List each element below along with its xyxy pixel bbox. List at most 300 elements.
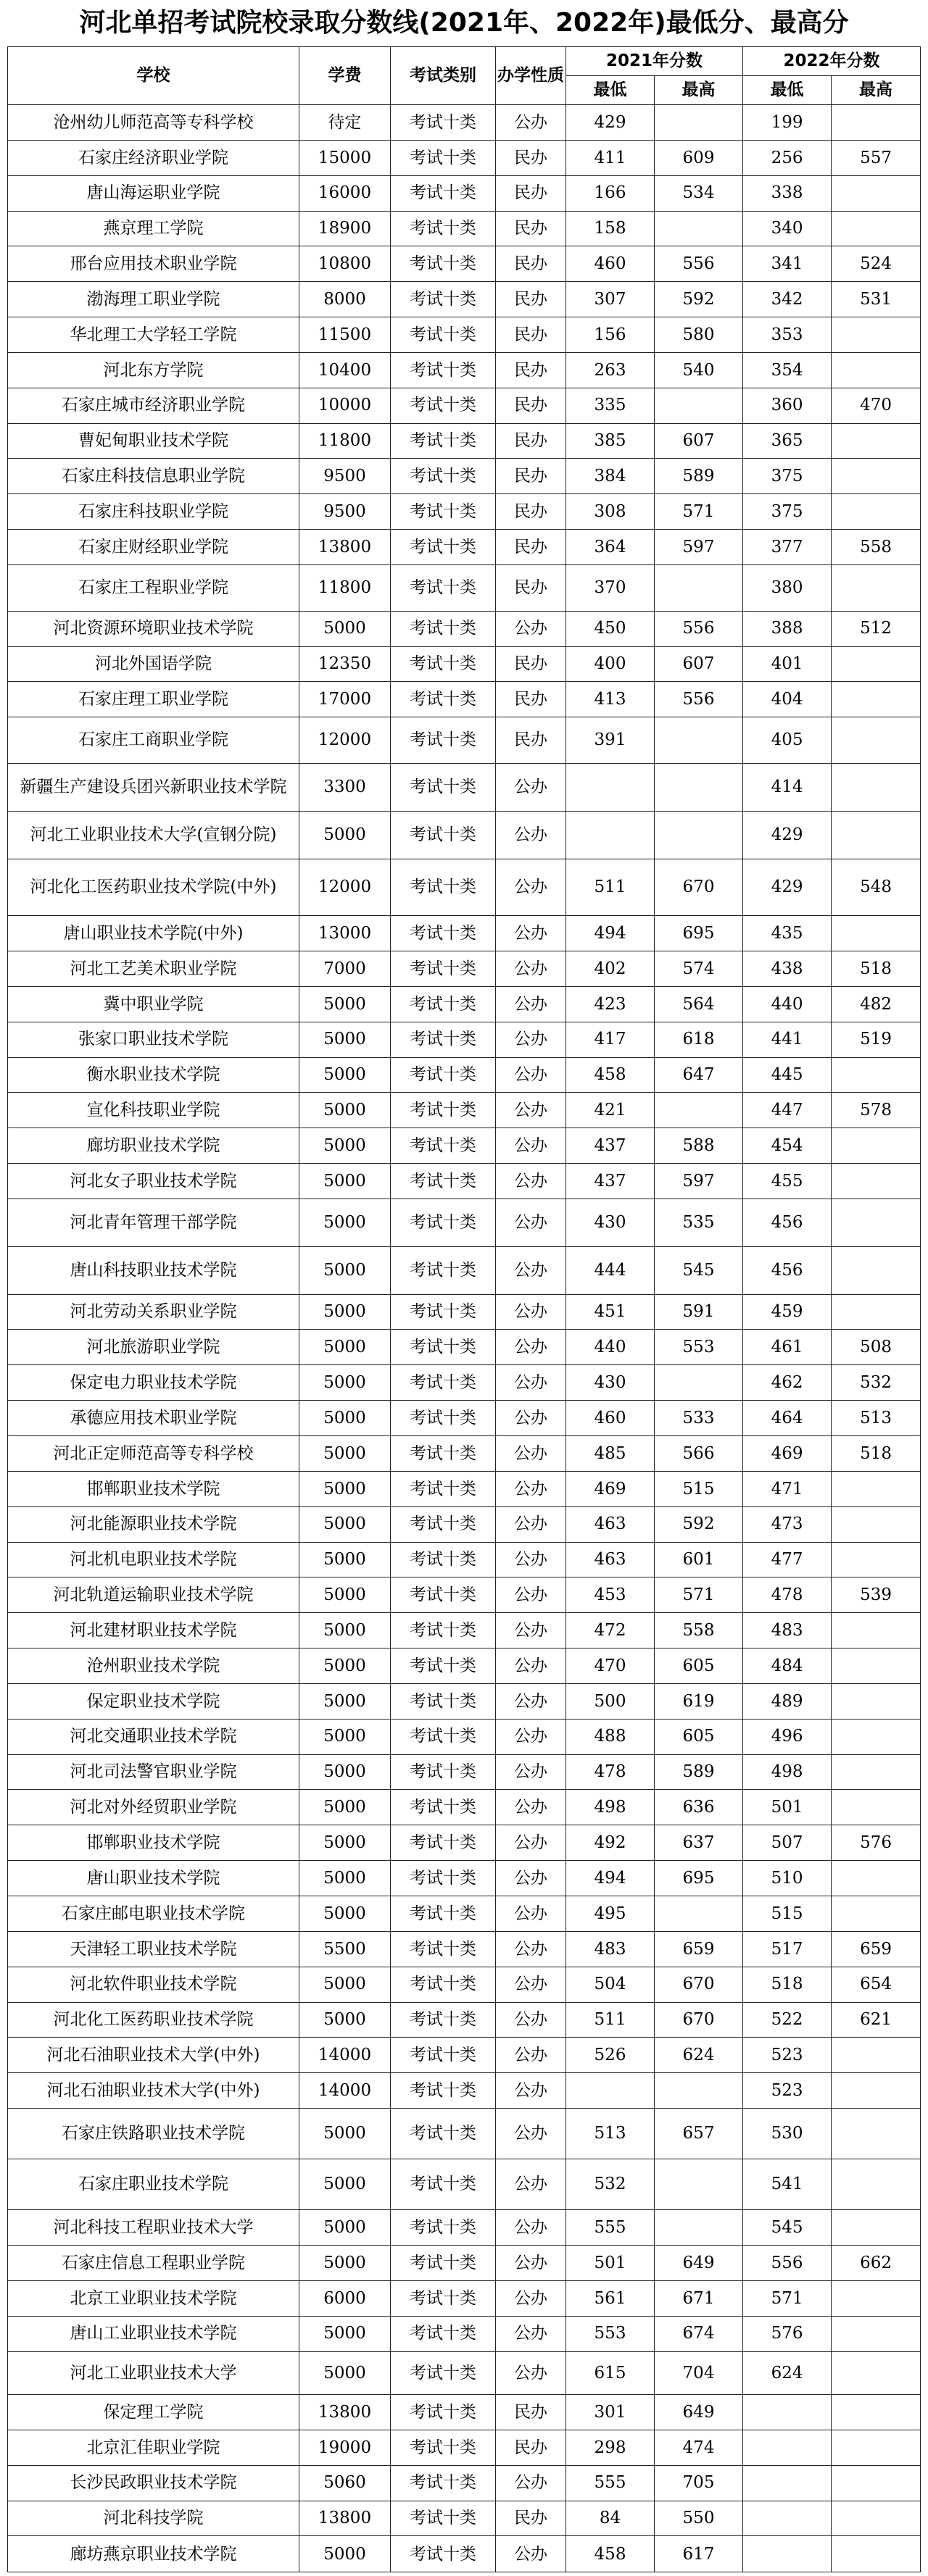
- fee-cell: 5000: [299, 1896, 391, 1931]
- nature-cell: 公办: [496, 2109, 566, 2159]
- school-name-cell: 石家庄邮电职业技术学院: [8, 1896, 299, 1931]
- min-2022-cell: 507: [743, 1825, 832, 1861]
- max-2021-cell: [655, 1093, 743, 1128]
- school-name-cell: 石家庄科技职业学院: [8, 494, 299, 530]
- fee-cell: 5000: [299, 1365, 391, 1401]
- fee-cell: 5500: [299, 1931, 391, 1967]
- max-2021-cell: [655, 2210, 743, 2246]
- exam-type-cell: 考试十类: [391, 211, 496, 246]
- nature-cell: 公办: [496, 2465, 566, 2501]
- max-2021-cell: 589: [655, 1754, 743, 1790]
- max-2021-cell: 674: [655, 2316, 743, 2351]
- table-row: [8, 682, 921, 717]
- max-2021-cell: 558: [655, 1613, 743, 1648]
- fee-cell: 7000: [299, 951, 391, 987]
- table-row: [8, 1164, 921, 1199]
- fee-cell: 5000: [299, 1199, 391, 1246]
- fee-cell: 5000: [299, 2210, 391, 2246]
- min-2022-cell: 441: [743, 1022, 832, 1057]
- fee-cell: 10800: [299, 246, 391, 282]
- fee-cell: 16000: [299, 175, 391, 211]
- max-2022-cell: [832, 717, 921, 764]
- max-2022-cell: 531: [832, 282, 921, 317]
- min-2021-cell: 430: [566, 1199, 655, 1246]
- min-2022-cell: 517: [743, 1931, 832, 1967]
- table-row: [8, 2038, 921, 2073]
- min-2021-cell: 444: [566, 1246, 655, 1294]
- school-name-cell: 河北化工医药职业技术学院(中外): [8, 859, 299, 916]
- fee-cell: 5000: [299, 1861, 391, 1896]
- nature-cell: 民办: [496, 211, 566, 246]
- table-row: [8, 459, 921, 494]
- max-2021-cell: [655, 564, 743, 611]
- min-2021-cell: 494: [566, 1861, 655, 1896]
- fee-cell: 5000: [299, 1128, 391, 1164]
- fee-cell: 5000: [299, 2246, 391, 2281]
- min-2022-cell: 477: [743, 1542, 832, 1577]
- exam-type-cell: 考试十类: [391, 1093, 496, 1128]
- school-name-cell: 保定电力职业技术学院: [8, 1365, 299, 1401]
- exam-type-cell: 考试十类: [391, 2280, 496, 2316]
- table-row: [8, 763, 921, 811]
- max-2022-cell: 558: [832, 530, 921, 565]
- school-name-cell: 廊坊职业技术学院: [8, 1128, 299, 1164]
- max-2022-cell: 659: [832, 1931, 921, 1967]
- exam-type-cell: 考试十类: [391, 423, 496, 459]
- fee-cell: 10400: [299, 352, 391, 388]
- max-2022-cell: 508: [832, 1330, 921, 1365]
- max-2021-cell: 515: [655, 1471, 743, 1506]
- table-row: [8, 2159, 921, 2210]
- max-2022-cell: 470: [832, 388, 921, 423]
- table-row: [8, 1613, 921, 1648]
- school-name-cell: 沧州职业技术学院: [8, 1648, 299, 1684]
- fee-cell: 5000: [299, 986, 391, 1022]
- min-2021-cell: 423: [566, 986, 655, 1022]
- nature-cell: 公办: [496, 611, 566, 646]
- table-row: [8, 1057, 921, 1093]
- max-2021-cell: 649: [655, 2395, 743, 2430]
- table-row: [8, 2465, 921, 2501]
- exam-type-cell: 考试十类: [391, 1648, 496, 1684]
- exam-type-cell: 考试十类: [391, 2159, 496, 2210]
- exam-type-cell: 考试十类: [391, 2465, 496, 2501]
- min-2021-cell: 532: [566, 2159, 655, 2210]
- school-name-cell: 河北建材职业技术学院: [8, 1613, 299, 1648]
- fee-cell: 5000: [299, 1093, 391, 1128]
- exam-type-cell: 考试十类: [391, 1825, 496, 1861]
- table-row: [8, 1506, 921, 1542]
- max-2021-cell: 591: [655, 1294, 743, 1330]
- nature-cell: 民办: [496, 2430, 566, 2465]
- nature-cell: 公办: [496, 2536, 566, 2572]
- max-2022-cell: 513: [832, 1401, 921, 1436]
- max-2022-cell: [832, 682, 921, 717]
- table-row: [8, 388, 921, 423]
- min-2021-cell: 472: [566, 1613, 655, 1648]
- nature-cell: 公办: [496, 1022, 566, 1057]
- max-2021-cell: [655, 1365, 743, 1401]
- nature-cell: 民办: [496, 2501, 566, 2536]
- min-2021-cell: 298: [566, 2430, 655, 2465]
- nature-cell: 民办: [496, 530, 566, 565]
- table-row: [8, 2002, 921, 2038]
- nature-cell: 民办: [496, 317, 566, 353]
- header-2022-max: 最高: [832, 76, 921, 105]
- min-2022-cell: 405: [743, 717, 832, 764]
- exam-type-cell: 考试十类: [391, 2351, 496, 2394]
- exam-type-cell: 考试十类: [391, 2395, 496, 2430]
- exam-type-cell: 考试十类: [391, 2109, 496, 2159]
- exam-type-cell: 考试十类: [391, 1164, 496, 1199]
- table-row: [8, 2073, 921, 2109]
- max-2021-cell: 588: [655, 1128, 743, 1164]
- min-2022-cell: 556: [743, 2246, 832, 2281]
- max-2021-cell: 571: [655, 1577, 743, 1613]
- max-2022-cell: [832, 2316, 921, 2351]
- min-2022-cell: 484: [743, 1648, 832, 1684]
- max-2021-cell: 670: [655, 2002, 743, 2038]
- fee-cell: 5000: [299, 611, 391, 646]
- max-2022-cell: [832, 1128, 921, 1164]
- table-row: [8, 1365, 921, 1401]
- max-2021-cell: 695: [655, 916, 743, 951]
- school-name-cell: 石家庄职业技术学院: [8, 2159, 299, 2210]
- max-2021-cell: 550: [655, 2501, 743, 2536]
- min-2022-cell: 478: [743, 1577, 832, 1613]
- max-2021-cell: 592: [655, 282, 743, 317]
- max-2021-cell: 671: [655, 2280, 743, 2316]
- max-2021-cell: [655, 105, 743, 141]
- min-2021-cell: 488: [566, 1719, 655, 1754]
- table-row: [8, 1825, 921, 1861]
- table-row: [8, 646, 921, 682]
- min-2022-cell: 455: [743, 1164, 832, 1199]
- fee-cell: 5000: [299, 1825, 391, 1861]
- fee-cell: 5000: [299, 1164, 391, 1199]
- min-2022-cell: 340: [743, 211, 832, 246]
- nature-cell: 民办: [496, 246, 566, 282]
- exam-type-cell: 考试十类: [391, 317, 496, 353]
- table-row: [8, 916, 921, 951]
- nature-cell: 公办: [496, 2002, 566, 2038]
- max-2022-cell: [832, 459, 921, 494]
- min-2022-cell: 576: [743, 2316, 832, 2351]
- nature-cell: 民办: [496, 717, 566, 764]
- exam-type-cell: 考试十类: [391, 1790, 496, 1825]
- fee-cell: 9500: [299, 459, 391, 494]
- table-row: [8, 717, 921, 764]
- nature-cell: 公办: [496, 859, 566, 916]
- min-2022-cell: 377: [743, 530, 832, 565]
- max-2022-cell: [832, 763, 921, 811]
- max-2021-cell: [655, 763, 743, 811]
- min-2021-cell: 458: [566, 1057, 655, 1093]
- header-fee: 学费: [299, 47, 391, 105]
- exam-type-cell: 考试十类: [391, 1246, 496, 1294]
- min-2022-cell: 471: [743, 1471, 832, 1506]
- fee-cell: 11800: [299, 423, 391, 459]
- page-title: 河北单招考试院校录取分数线(2021年、2022年)最低分、最高分: [79, 8, 849, 38]
- exam-type-cell: 考试十类: [391, 611, 496, 646]
- max-2021-cell: [655, 1896, 743, 1931]
- min-2021-cell: 437: [566, 1128, 655, 1164]
- max-2021-cell: 540: [655, 352, 743, 388]
- school-name-cell: 天津轻工职业技术学院: [8, 1931, 299, 1967]
- fee-cell: 5000: [299, 1506, 391, 1542]
- exam-type-cell: 考试十类: [391, 951, 496, 987]
- max-2022-cell: [832, 1648, 921, 1684]
- min-2022-cell: 518: [743, 1967, 832, 2002]
- fee-cell: 11800: [299, 564, 391, 611]
- school-name-cell: 长沙民政职业技术学院: [8, 2465, 299, 2501]
- nature-cell: 公办: [496, 951, 566, 987]
- max-2021-cell: 601: [655, 1542, 743, 1577]
- max-2021-cell: 636: [655, 1790, 743, 1825]
- nature-cell: 公办: [496, 2210, 566, 2246]
- min-2021-cell: 504: [566, 1967, 655, 2002]
- exam-type-cell: 考试十类: [391, 105, 496, 141]
- school-name-cell: 唐山科技职业技术学院: [8, 1246, 299, 1294]
- min-2022-cell: 375: [743, 459, 832, 494]
- min-2021-cell: 451: [566, 1294, 655, 1330]
- nature-cell: 民办: [496, 646, 566, 682]
- nature-cell: 公办: [496, 1093, 566, 1128]
- fee-cell: 5000: [299, 1436, 391, 1472]
- table-row: [8, 1128, 921, 1164]
- max-2021-cell: [655, 717, 743, 764]
- min-2022-cell: 365: [743, 423, 832, 459]
- max-2021-cell: 574: [655, 951, 743, 987]
- max-2022-cell: 518: [832, 1436, 921, 1472]
- table-row: [8, 1967, 921, 2002]
- max-2022-cell: 654: [832, 1967, 921, 2002]
- table-row: [8, 1294, 921, 1330]
- fee-cell: 19000: [299, 2430, 391, 2465]
- exam-type-cell: 考试十类: [391, 1506, 496, 1542]
- fee-cell: 5000: [299, 2536, 391, 2572]
- min-2022-cell: 522: [743, 2002, 832, 2038]
- max-2021-cell: 607: [655, 423, 743, 459]
- nature-cell: 民办: [496, 423, 566, 459]
- table-row: [8, 1542, 921, 1577]
- max-2022-cell: 621: [832, 2002, 921, 2038]
- school-name-cell: 石家庄城市经济职业学院: [8, 388, 299, 423]
- fee-cell: 10000: [299, 388, 391, 423]
- school-name-cell: 河北正定师范高等专科学校: [8, 1436, 299, 1472]
- school-name-cell: 河北劳动关系职业学院: [8, 1294, 299, 1330]
- min-2022-cell: 454: [743, 1128, 832, 1164]
- exam-type-cell: 考试十类: [391, 811, 496, 859]
- exam-type-cell: 考试十类: [391, 1365, 496, 1401]
- table-row: [8, 1330, 921, 1365]
- exam-type-cell: 考试十类: [391, 859, 496, 916]
- school-name-cell: 河北交通职业技术学院: [8, 1719, 299, 1754]
- min-2021-cell: 84: [566, 2501, 655, 2536]
- school-name-cell: 唐山工业职业技术学院: [8, 2316, 299, 2351]
- min-2021-cell: 495: [566, 1896, 655, 1931]
- school-name-cell: 承德应用技术职业学院: [8, 1401, 299, 1436]
- score-table: [7, 46, 921, 2572]
- max-2022-cell: 548: [832, 859, 921, 916]
- max-2022-cell: [832, 1471, 921, 1506]
- fee-cell: 14000: [299, 2073, 391, 2109]
- header-nature: 办学性质: [496, 47, 566, 105]
- table-row: [8, 2430, 921, 2465]
- max-2021-cell: 617: [655, 2536, 743, 2572]
- school-name-cell: 石家庄铁路职业技术学院: [8, 2109, 299, 2159]
- table-row: [8, 1648, 921, 1684]
- fee-cell: 5000: [299, 1577, 391, 1613]
- min-2022-cell: 571: [743, 2280, 832, 2316]
- exam-type-cell: 考试十类: [391, 459, 496, 494]
- school-name-cell: 冀中职业学院: [8, 986, 299, 1022]
- fee-cell: 9500: [299, 494, 391, 530]
- table-row: [8, 1931, 921, 1967]
- max-2022-cell: 519: [832, 1022, 921, 1057]
- max-2022-cell: [832, 2465, 921, 2501]
- max-2021-cell: 535: [655, 1199, 743, 1246]
- min-2021-cell: 470: [566, 1648, 655, 1684]
- nature-cell: 公办: [496, 1057, 566, 1093]
- nature-cell: 民办: [496, 494, 566, 530]
- school-name-cell: 河北青年管理干部学院: [8, 1199, 299, 1246]
- header-2021: 2021年分数: [566, 47, 743, 76]
- fee-cell: 5000: [299, 811, 391, 859]
- min-2021-cell: 492: [566, 1825, 655, 1861]
- exam-type-cell: 考试十类: [391, 246, 496, 282]
- exam-type-cell: 考试十类: [391, 2002, 496, 2038]
- nature-cell: 民办: [496, 388, 566, 423]
- school-name-cell: 河北科技学院: [8, 2501, 299, 2536]
- table-row: [8, 175, 921, 211]
- max-2022-cell: [832, 916, 921, 951]
- max-2022-cell: [832, 646, 921, 682]
- min-2022-cell: 438: [743, 951, 832, 987]
- exam-type-cell: 考试十类: [391, 2536, 496, 2572]
- exam-type-cell: 考试十类: [391, 494, 496, 530]
- min-2021-cell: 450: [566, 611, 655, 646]
- min-2021-cell: 478: [566, 1754, 655, 1790]
- max-2021-cell: 695: [655, 1861, 743, 1896]
- max-2022-cell: 512: [832, 611, 921, 646]
- exam-type-cell: 考试十类: [391, 2316, 496, 2351]
- min-2022-cell: 523: [743, 2038, 832, 2073]
- max-2022-cell: [832, 105, 921, 141]
- max-2021-cell: 649: [655, 2246, 743, 2281]
- exam-type-cell: 考试十类: [391, 916, 496, 951]
- min-2021-cell: 429: [566, 105, 655, 141]
- min-2022-cell: 429: [743, 811, 832, 859]
- min-2022-cell: 456: [743, 1199, 832, 1246]
- max-2022-cell: [832, 1683, 921, 1719]
- fee-cell: 5000: [299, 1719, 391, 1754]
- school-name-cell: 河北石油职业技术大学(中外): [8, 2073, 299, 2109]
- school-name-cell: 河北机电职业技术学院: [8, 1542, 299, 1577]
- min-2022-cell: 447: [743, 1093, 832, 1128]
- table-row: [8, 2395, 921, 2430]
- school-name-cell: 河北科技工程职业技术大学: [8, 2210, 299, 2246]
- fee-cell: 5000: [299, 1967, 391, 2002]
- nature-cell: 公办: [496, 1164, 566, 1199]
- nature-cell: 公办: [496, 986, 566, 1022]
- nature-cell: 公办: [496, 916, 566, 951]
- school-name-cell: 河北软件职业技术学院: [8, 1967, 299, 2002]
- max-2022-cell: 576: [832, 1825, 921, 1861]
- exam-type-cell: 考试十类: [391, 682, 496, 717]
- min-2021-cell: 400: [566, 646, 655, 682]
- max-2021-cell: 534: [655, 175, 743, 211]
- max-2022-cell: 482: [832, 986, 921, 1022]
- school-name-cell: 石家庄财经职业学院: [8, 530, 299, 565]
- table-row: [8, 530, 921, 565]
- school-name-cell: 新疆生产建设兵团兴新职业技术学院: [8, 763, 299, 811]
- max-2022-cell: [832, 423, 921, 459]
- nature-cell: 民办: [496, 564, 566, 611]
- exam-type-cell: 考试十类: [391, 282, 496, 317]
- table-row: [8, 2246, 921, 2281]
- header-school: 学校: [8, 47, 299, 105]
- max-2022-cell: [832, 811, 921, 859]
- school-name-cell: 石家庄工商职业学院: [8, 717, 299, 764]
- school-name-cell: 曹妃甸职业技术学院: [8, 423, 299, 459]
- nature-cell: 公办: [496, 1246, 566, 1294]
- fee-cell: 5000: [299, 1401, 391, 1436]
- nature-cell: 公办: [496, 1931, 566, 1967]
- exam-type-cell: 考试十类: [391, 2073, 496, 2109]
- school-name-cell: 河北司法警官职业学院: [8, 1754, 299, 1790]
- min-2022-cell: 440: [743, 986, 832, 1022]
- max-2022-cell: 539: [832, 1577, 921, 1613]
- min-2022-cell: 445: [743, 1057, 832, 1093]
- school-name-cell: 河北轨道运输职业技术学院: [8, 1577, 299, 1613]
- exam-type-cell: 考试十类: [391, 1896, 496, 1931]
- nature-cell: 公办: [496, 1613, 566, 1648]
- max-2021-cell: 533: [655, 1401, 743, 1436]
- table-row: [8, 211, 921, 246]
- max-2021-cell: 571: [655, 494, 743, 530]
- min-2022-cell: [743, 2501, 832, 2536]
- min-2022-cell: 523: [743, 2073, 832, 2109]
- min-2021-cell: 158: [566, 211, 655, 246]
- min-2022-cell: 498: [743, 1754, 832, 1790]
- max-2021-cell: 605: [655, 1648, 743, 1684]
- min-2022-cell: 338: [743, 175, 832, 211]
- school-name-cell: 唐山职业技术学院(中外): [8, 916, 299, 951]
- max-2022-cell: [832, 352, 921, 388]
- table-row: [8, 1401, 921, 1436]
- max-2022-cell: 662: [832, 2246, 921, 2281]
- nature-cell: 公办: [496, 1754, 566, 1790]
- nature-cell: 公办: [496, 1896, 566, 1931]
- exam-type-cell: 考试十类: [391, 352, 496, 388]
- min-2021-cell: 526: [566, 2038, 655, 2073]
- min-2022-cell: 515: [743, 1896, 832, 1931]
- max-2022-cell: 518: [832, 951, 921, 987]
- exam-type-cell: 考试十类: [391, 140, 496, 175]
- min-2021-cell: 555: [566, 2465, 655, 2501]
- fee-cell: 5000: [299, 2316, 391, 2351]
- nature-cell: 公办: [496, 105, 566, 141]
- table-row: [8, 317, 921, 353]
- max-2022-cell: [832, 2109, 921, 2159]
- max-2022-cell: 532: [832, 1365, 921, 1401]
- min-2021-cell: 453: [566, 1577, 655, 1613]
- max-2022-cell: [832, 2210, 921, 2246]
- min-2021-cell: 417: [566, 1022, 655, 1057]
- school-name-cell: 石家庄信息工程职业学院: [8, 2246, 299, 2281]
- nature-cell: 民办: [496, 140, 566, 175]
